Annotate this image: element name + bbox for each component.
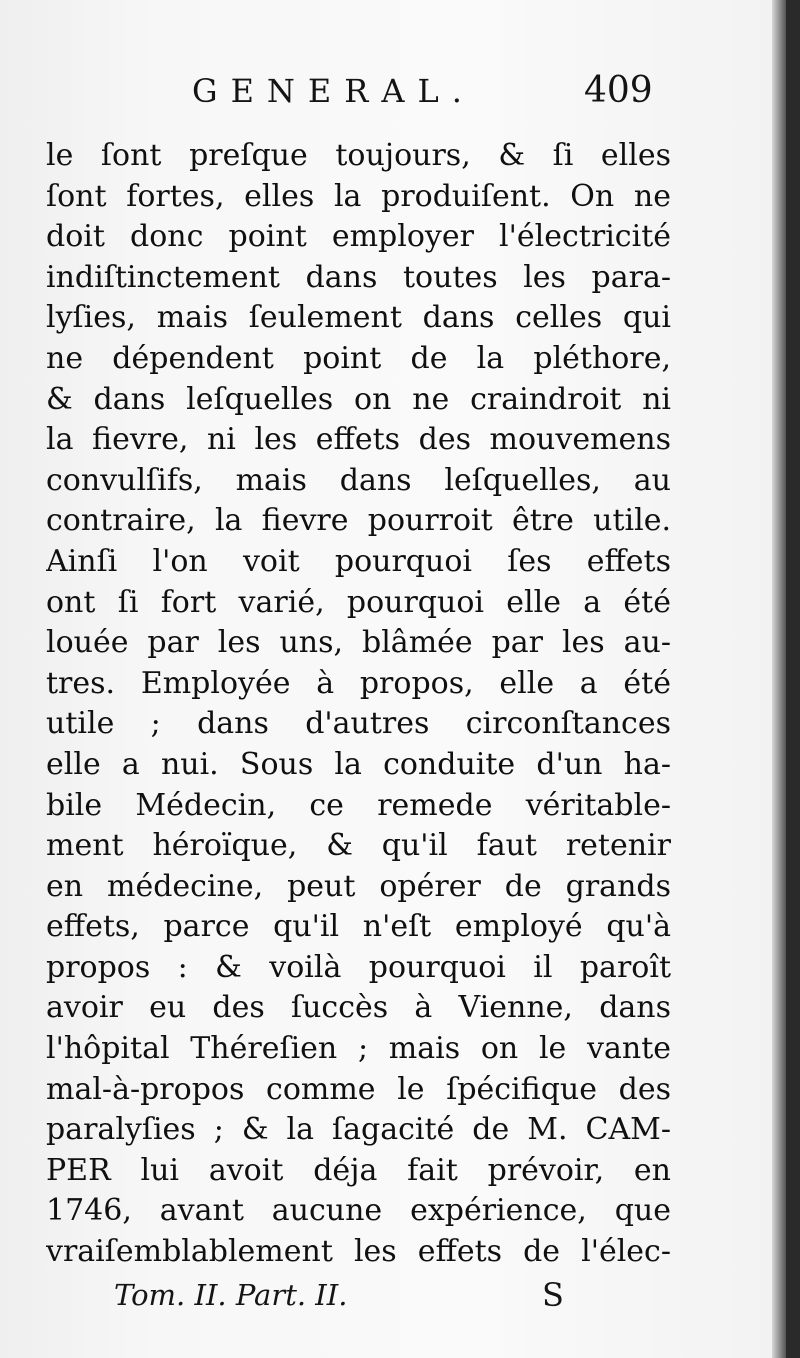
body-text	[46, 136, 671, 1273]
running-head	[0, 66, 786, 122]
text-line: contraire, la fievre pourroit être utile.	[46, 503, 671, 539]
text-line: ne dépendent point de la pléthore,	[46, 340, 671, 376]
text-line: lyſies, mais ſeulement dans celles qui	[46, 300, 671, 336]
text-line: ment héroïque, & qu'il faut retenir	[46, 828, 671, 864]
text-line: vraiſemblablement les effets de l'élec-	[46, 1234, 671, 1270]
text-line: PER lui avoit déja fait prévoir, en	[46, 1152, 671, 1188]
text-line: avoir eu des ſuccès à Vienne, dans	[46, 990, 671, 1026]
text-line: louée par les uns, blâmée par les au-	[46, 625, 671, 661]
text-line: utile ; dans d'autres circonſtances	[46, 706, 671, 742]
text-line: 1746, avant aucune expérience, que	[46, 1193, 671, 1229]
text-line: & dans leſquelles on ne craindroit ni	[46, 381, 671, 417]
text-line: convulſifs, mais dans leſquelles, au	[46, 462, 671, 498]
text-line: elle a nui. Sous la conduite d'un ha-	[46, 746, 671, 782]
text-line: mal-à-propos comme le ſpécifique des	[46, 1071, 671, 1107]
running-title: GENERAL.	[192, 72, 475, 110]
text-line: l'hôpital Théreſien ; mais on le vante	[46, 1031, 671, 1067]
text-line: tres. Employée à propos, elle a été	[46, 665, 671, 701]
text-line: en médecine, peut opérer de grands	[46, 868, 671, 904]
signature-mark: S	[542, 1276, 564, 1314]
text-line: effets, parce qu'il n'eſt employé qu'à	[46, 909, 671, 945]
text-line: ont ſi fort varié, pourquoi elle a été	[46, 584, 671, 620]
text-line: Ainſi l'on voit pourquoi ſes effets	[46, 543, 671, 579]
page-edge-shadow	[772, 0, 786, 1358]
text-line: indiſtinctement dans toutes les para-	[46, 259, 671, 295]
text-line: la fievre, ni les effets des mouvemens	[46, 422, 671, 458]
page-number: 409	[584, 70, 653, 111]
volume-reference: Tom. II. Part. II.	[114, 1278, 348, 1312]
text-line: doit donc point employer l'électricité	[46, 219, 671, 255]
text-line: ſont fortes, elles la produiſent. On ne	[46, 178, 671, 214]
text-line: bile Médecin, ce remede véritable-	[46, 787, 671, 823]
text-line: paralyſies ; & la ſagacité de M. CAM-	[46, 1112, 671, 1148]
text-line: propos : & voilà pourquoi il paroît	[46, 949, 671, 985]
page-footer	[0, 1276, 786, 1326]
text-line: le ſont preſque toujours, & ſi elles	[46, 138, 671, 173]
